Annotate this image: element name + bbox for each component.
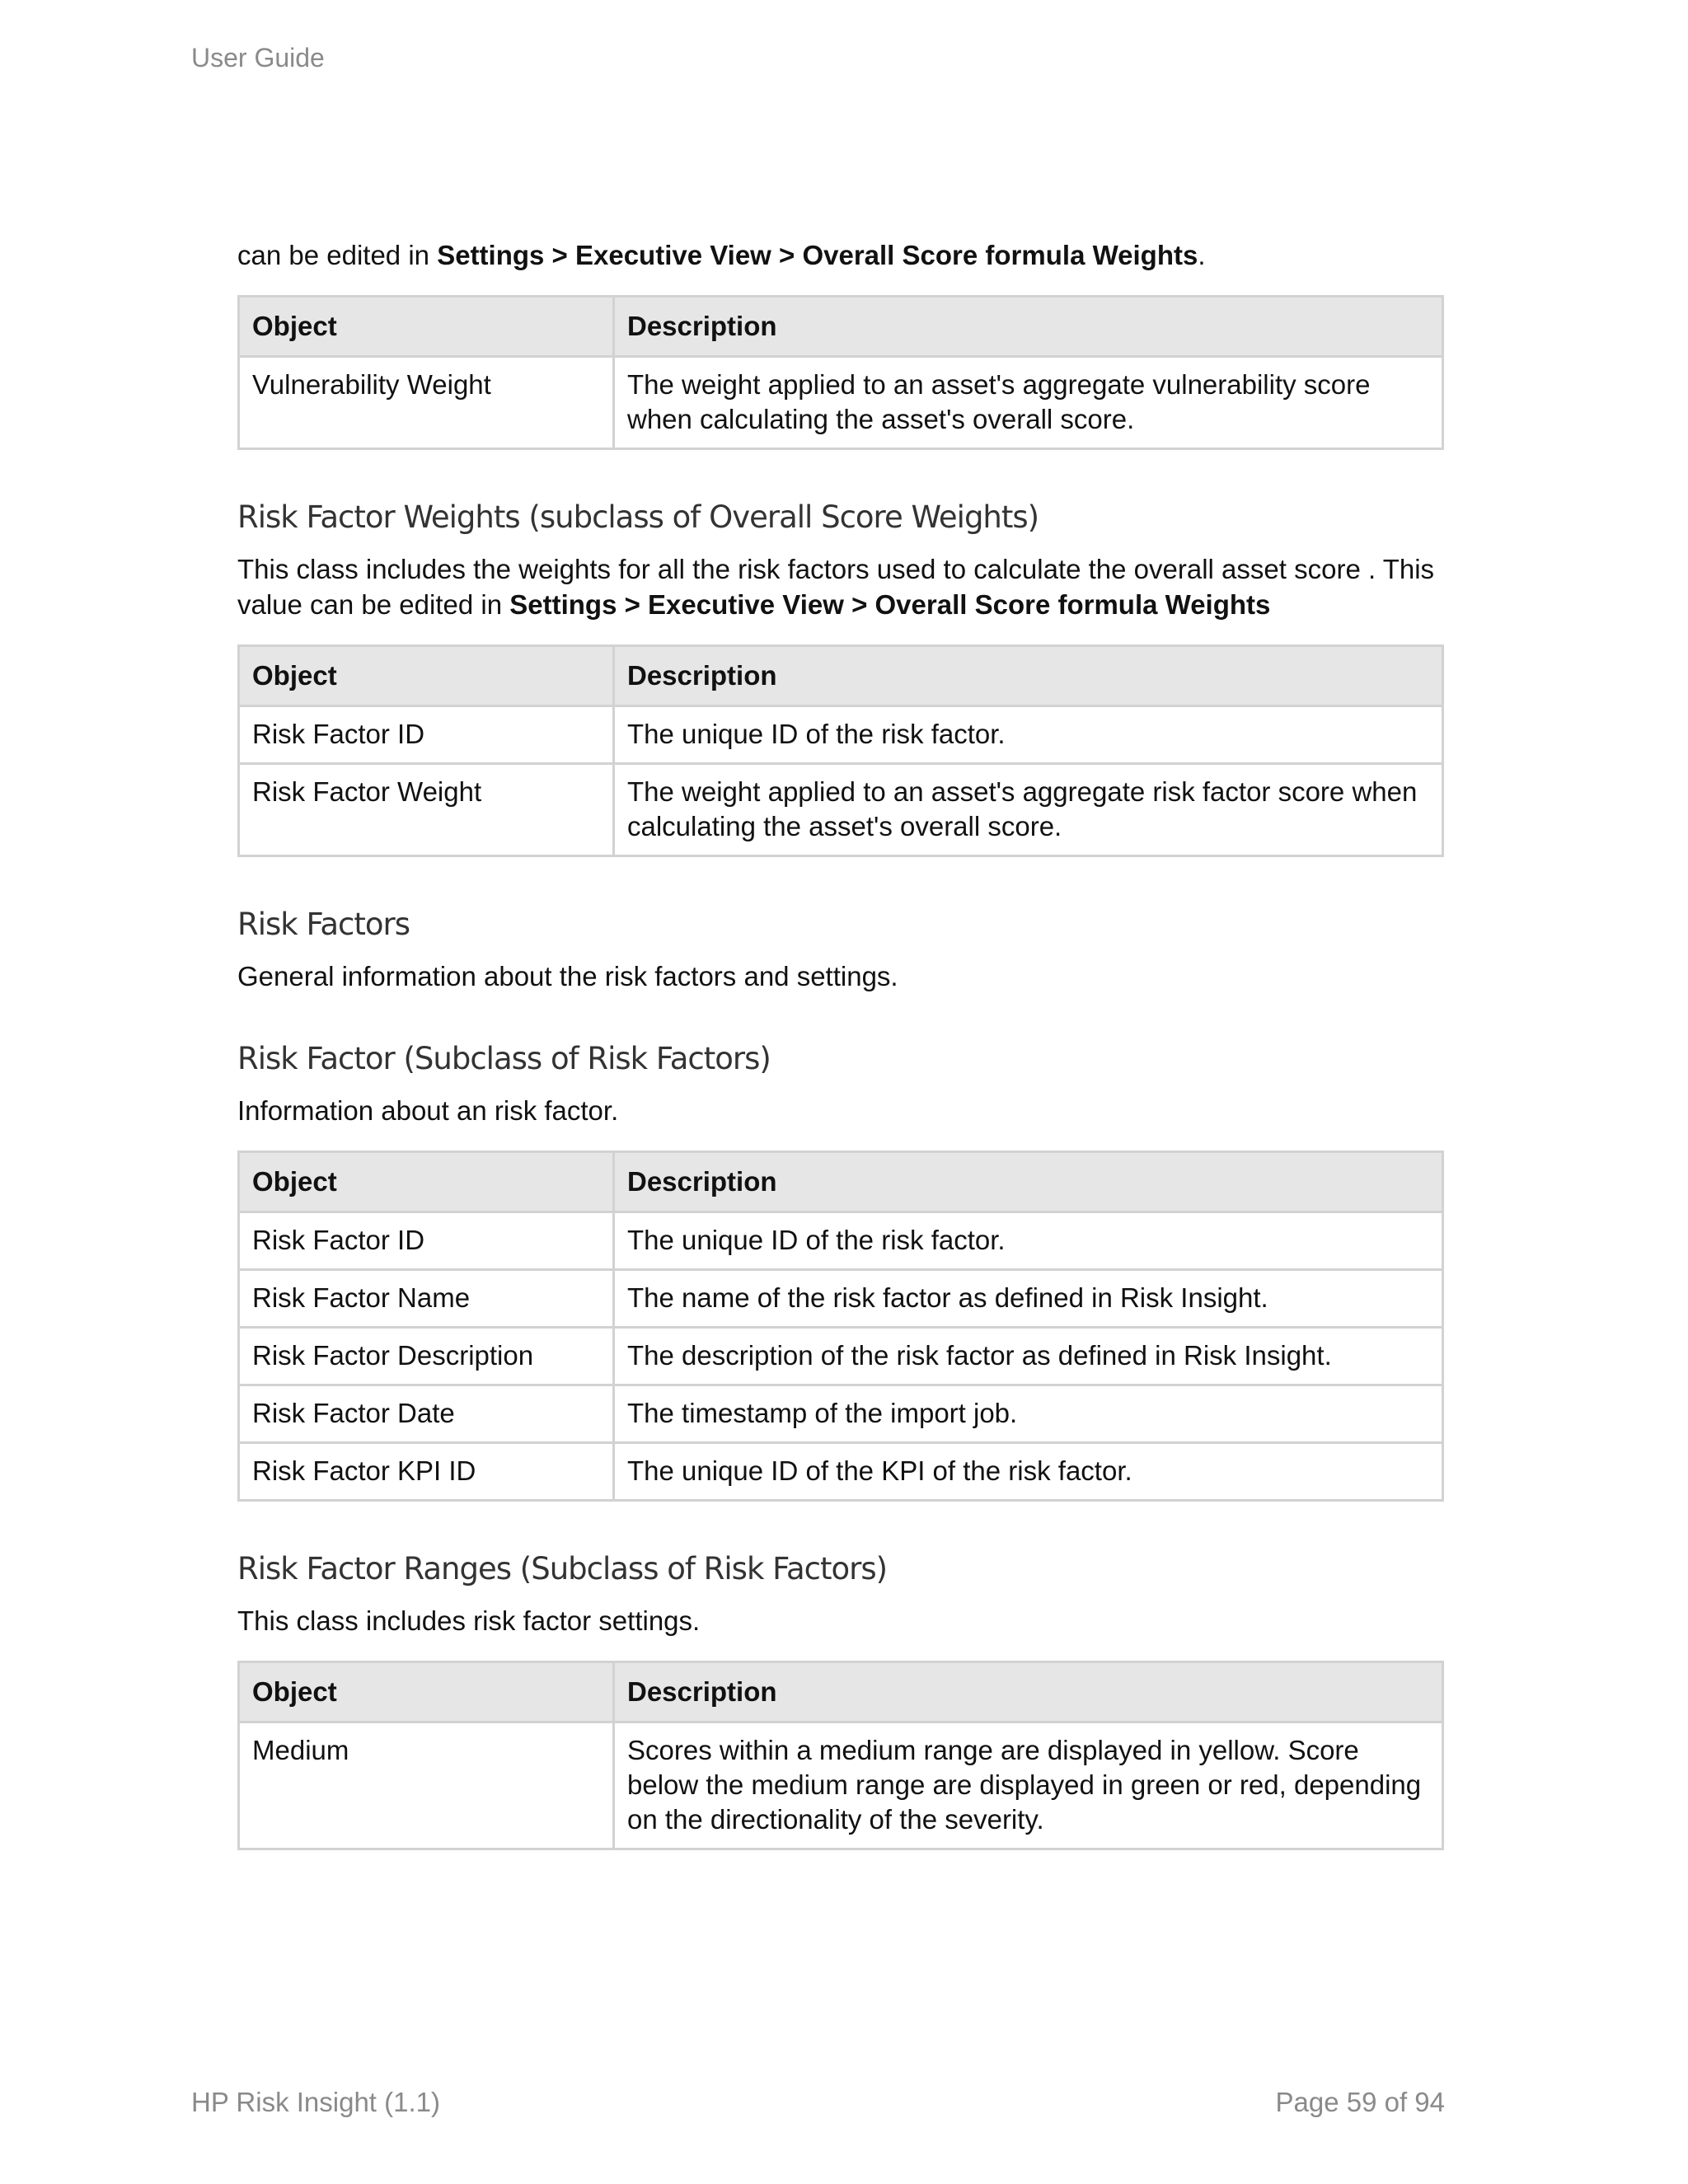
risk-factor-weights-table [237, 644, 1444, 857]
section-heading-risk-factors: Risk Factors [237, 907, 410, 942]
object-cell: Risk Factor ID [239, 1212, 614, 1270]
risk-factor-weights-text: This class includes the weights for all the risk factors used to calculate the overall asset score . This value can be edited in [237, 554, 1435, 620]
object-cell: Risk Factor ID [239, 706, 614, 764]
object-cell: Risk Factor Date [239, 1385, 614, 1443]
column-header-description: Description [614, 1662, 1443, 1722]
intro-prefix: can be edited in [237, 240, 438, 270]
settings-path: Settings > Executive View > Overall Score formula Weights [437, 240, 1198, 270]
risk-factor-table [237, 1151, 1444, 1502]
object-cell: Risk Factor Description [239, 1328, 614, 1385]
table-row [239, 357, 1443, 449]
table-row [239, 1270, 1443, 1328]
footer-product: HP Risk Insight (1.1) [191, 2087, 440, 2117]
page-content [237, 237, 1444, 1850]
risk-factor-paragraph: Information about an risk factor. [237, 1095, 619, 1126]
column-header-object: Object [239, 1662, 614, 1722]
intro-paragraph [237, 237, 1444, 273]
column-header-description: Description [614, 1152, 1443, 1212]
object-cell: Risk Factor Weight [239, 764, 614, 856]
table-header-row [239, 646, 1443, 706]
section-heading-risk-factor-weights: Risk Factor Weights (subclass of Overall Score Weights) [237, 499, 1039, 535]
table-row [239, 1328, 1443, 1385]
intro-suffix: . [1198, 240, 1206, 270]
description-cell: The unique ID of the KPI of the risk factor. [614, 1443, 1443, 1501]
column-header-object: Object [239, 297, 614, 357]
table-row [239, 1722, 1443, 1849]
risk-factor-ranges-table [237, 1661, 1444, 1850]
description-cell: The weight applied to an asset's aggregate vulnerability score when calculating the asset's overall score. [614, 357, 1443, 449]
description-cell: Scores within a medium range are displayed in yellow. Score below the medium range are displayed in green or red, depending on the directionality of the severity. [614, 1722, 1443, 1849]
vulnerability-weight-table [237, 295, 1444, 450]
running-header: User Guide [191, 43, 325, 73]
settings-path: Settings > Executive View > Overall Score formula Weights [509, 589, 1271, 620]
object-cell: Vulnerability Weight [239, 357, 614, 449]
description-cell: The name of the risk factor as defined in Risk Insight. [614, 1270, 1443, 1328]
column-header-description: Description [614, 646, 1443, 706]
description-cell: The description of the risk factor as defined in Risk Insight. [614, 1328, 1443, 1385]
description-cell: The timestamp of the import job. [614, 1385, 1443, 1443]
section-heading-risk-factor-ranges: Risk Factor Ranges (Subclass of Risk Factors) [237, 1551, 888, 1586]
risk-factor-weights-paragraph [237, 551, 1444, 622]
table-row [239, 706, 1443, 764]
table-row [239, 764, 1443, 856]
section-heading-risk-factor: Risk Factor (Subclass of Risk Factors) [237, 1041, 771, 1076]
object-cell: Risk Factor KPI ID [239, 1443, 614, 1501]
object-cell: Risk Factor Name [239, 1270, 614, 1328]
description-cell: The weight applied to an asset's aggregate risk factor score when calculating the asset's overall score. [614, 764, 1443, 856]
table-header-row [239, 1662, 1443, 1722]
column-header-object: Object [239, 1152, 614, 1212]
description-cell: The unique ID of the risk factor. [614, 1212, 1443, 1270]
column-header-object: Object [239, 646, 614, 706]
risk-factors-paragraph: General information about the risk factors and settings. [237, 961, 898, 991]
risk-factor-ranges-paragraph: This class includes risk factor settings. [237, 1605, 701, 1636]
table-header-row [239, 297, 1443, 357]
description-cell: The unique ID of the risk factor. [614, 706, 1443, 764]
table-row [239, 1212, 1443, 1270]
footer-page-number: Page 59 of 94 [1275, 2087, 1445, 2117]
object-cell: Medium [239, 1722, 614, 1849]
table-row [239, 1385, 1443, 1443]
table-header-row [239, 1152, 1443, 1212]
column-header-description: Description [614, 297, 1443, 357]
table-row [239, 1443, 1443, 1501]
